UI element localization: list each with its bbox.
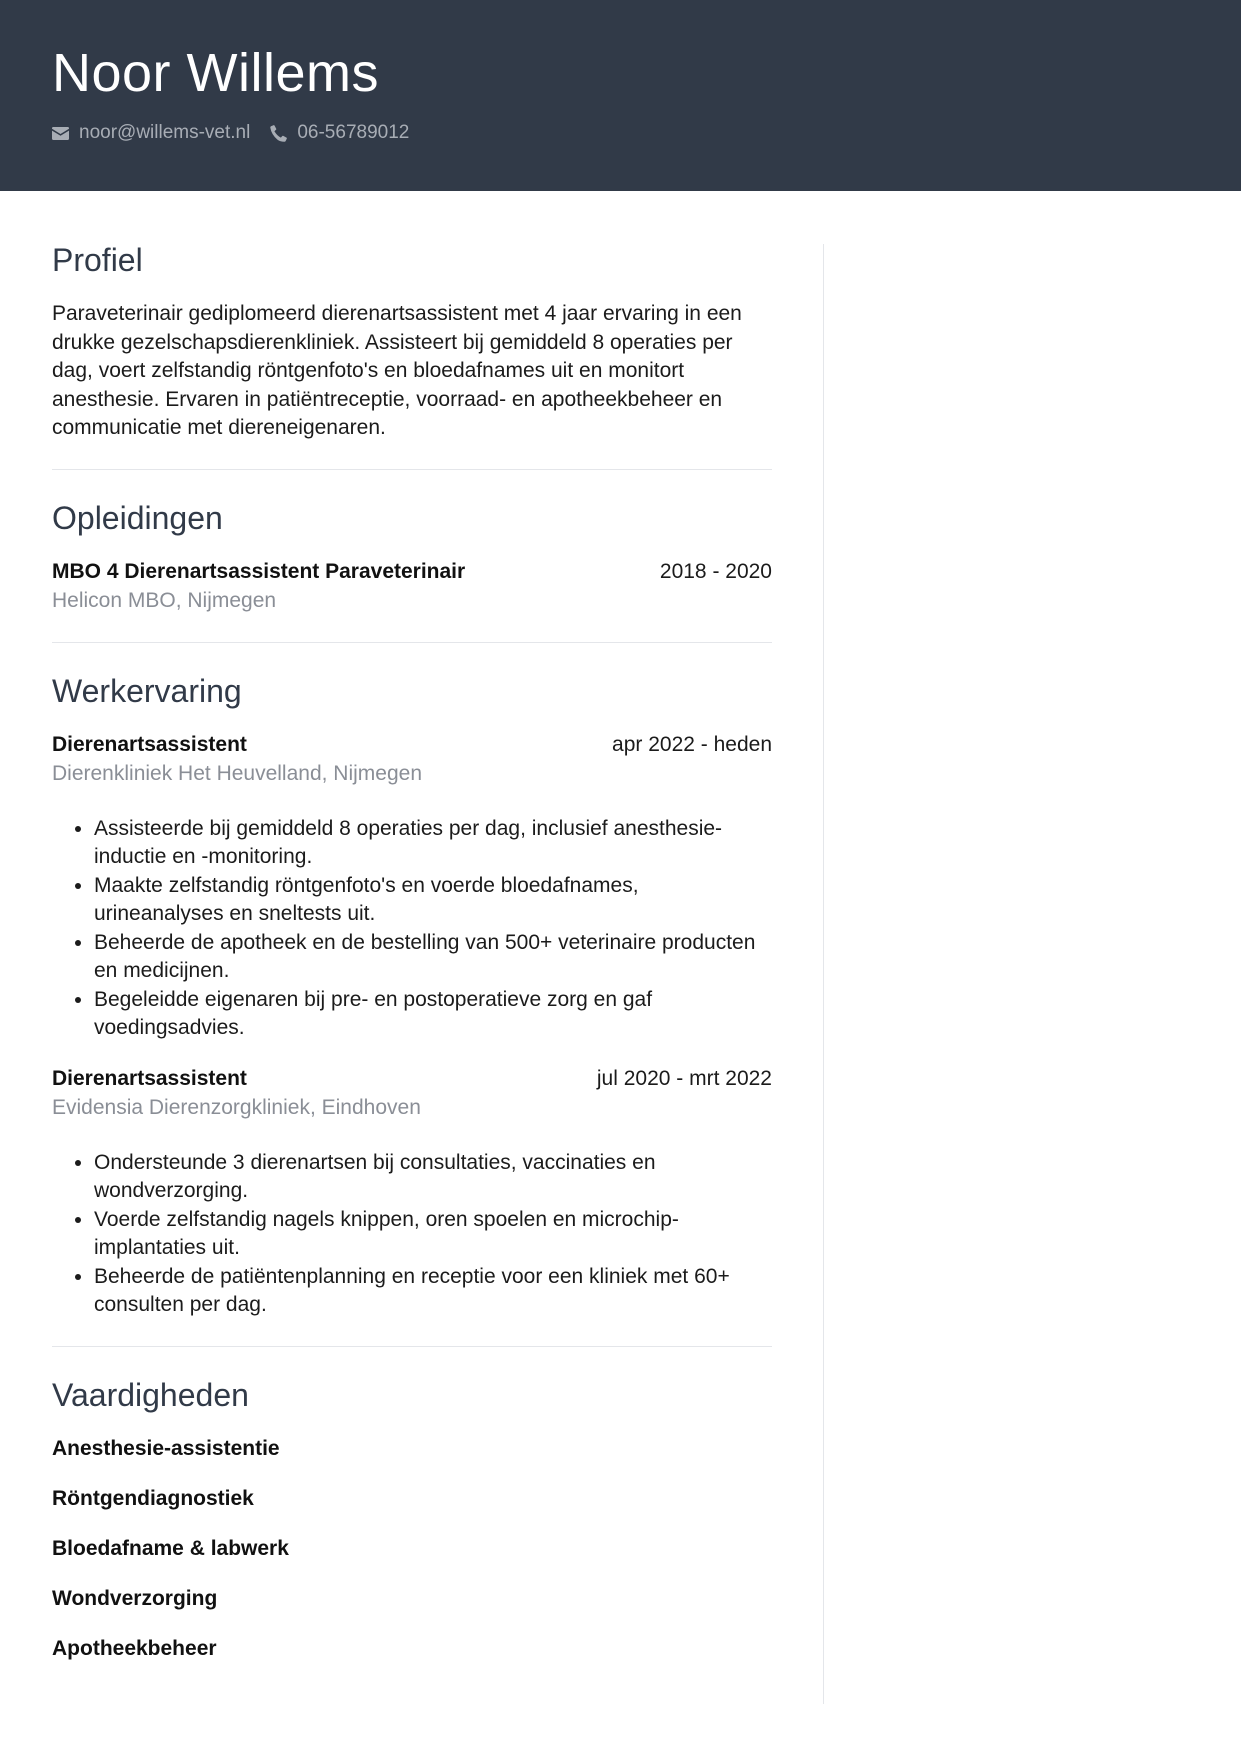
job-role: Dierenartsassistent bbox=[52, 1066, 247, 1090]
job-bullet: • Ondersteunde 3 dierenartsen bij consultaties, vaccinaties en wondverzorging. bbox=[94, 1149, 772, 1206]
job-entry-header bbox=[52, 1065, 772, 1093]
job-bullets bbox=[52, 1149, 772, 1320]
email-text: noor@willems-vet.nl bbox=[79, 122, 251, 143]
profile-text: Paraveterinair gediplomeerd dierenartsassistent met 4 jaar ervaring in een drukke gezelschapsdierenkliniek. Assisteert bij gemiddeld 8 operaties per dag, voert zelfstandig röntgenfoto's en bloedafnames uit en monitort anesthesie. Ervaren in patiëntreceptie, voorraad- en apotheekbeheer en communicatie met diereneigenaren. bbox=[52, 302, 742, 439]
job-entry bbox=[52, 1065, 772, 1320]
phone-icon bbox=[270, 125, 287, 142]
candidate-name: Noor Willems bbox=[52, 43, 380, 103]
email-contact[interactable] bbox=[52, 122, 250, 144]
job-bullet: • Assisteerde bij gemiddeld 8 operaties per dag, inclusief anesthesie-inductie en -monitoring. bbox=[94, 815, 772, 872]
header-banner bbox=[0, 0, 1241, 191]
phone-contact[interactable] bbox=[270, 122, 409, 144]
education-entry bbox=[52, 558, 772, 616]
skill-item: Wondverzorging bbox=[52, 1586, 218, 1610]
education-school: Helicon MBO, Nijmegen bbox=[52, 588, 277, 612]
job-entry bbox=[52, 731, 772, 1043]
section-title-skills: Vaardigheden bbox=[52, 1376, 249, 1413]
job-bullet: • Beheerde de apotheek en de bestelling van 500+ veterinaire producten en medicijnen. bbox=[94, 929, 772, 986]
job-bullets bbox=[52, 815, 772, 1043]
education-dates: 2018 - 2020 bbox=[659, 559, 772, 583]
job-entry-header bbox=[52, 731, 772, 759]
section-divider bbox=[52, 1346, 772, 1347]
skill-item: Apotheekbeheer bbox=[52, 1636, 217, 1660]
job-employer: Dierenkliniek Het Heuvelland, Nijmegen bbox=[52, 761, 423, 785]
job-bullet: • Maakte zelfstandig röntgenfoto's en voerde bloedafnames, urineanalyses en sneltests uit. bbox=[94, 872, 772, 929]
section-divider bbox=[52, 469, 772, 470]
skill-item: Bloedafname & labwerk bbox=[52, 1536, 289, 1560]
skill-item: Anesthesie-assistentie bbox=[52, 1436, 280, 1460]
contact-info bbox=[52, 122, 429, 144]
section-title-profile: Profiel bbox=[52, 242, 143, 278]
phone-text: 06-56789012 bbox=[297, 122, 410, 143]
job-dates: apr 2022 - heden bbox=[612, 732, 772, 756]
job-employer: Evidensia Dierenzorgkliniek, Eindhoven bbox=[52, 1095, 421, 1119]
profile-section bbox=[52, 240, 772, 443]
section-title-experience: Werkervaring bbox=[52, 672, 242, 709]
section-divider bbox=[52, 642, 772, 643]
section-title-education: Opleidingen bbox=[52, 499, 223, 536]
experience-section bbox=[52, 671, 772, 1320]
education-entry-header bbox=[52, 558, 772, 586]
job-bullet: • Voerde zelfstandig nagels knippen, oren spoelen en microchip-implantaties uit. bbox=[94, 1206, 772, 1263]
skills-section bbox=[52, 1375, 772, 1663]
education-section bbox=[52, 498, 772, 616]
job-bullet: • Beheerde de patiëntenplanning en receptie voor een kliniek met 60+ consulten per dag. bbox=[94, 1263, 772, 1320]
envelope-icon bbox=[52, 127, 69, 140]
main-column bbox=[52, 240, 772, 1685]
job-role: Dierenartsassistent bbox=[52, 732, 247, 756]
job-dates: jul 2020 - mrt 2022 bbox=[596, 1066, 772, 1090]
job-bullet: • Begeleidde eigenaren bij pre- en postoperatieve zorg en gaf voedingsadvies. bbox=[94, 986, 772, 1043]
skill-item: Röntgendiagnostiek bbox=[52, 1486, 254, 1510]
education-degree: MBO 4 Dierenartsassistent Paraveterinair bbox=[52, 559, 466, 583]
column-divider bbox=[823, 244, 824, 1704]
